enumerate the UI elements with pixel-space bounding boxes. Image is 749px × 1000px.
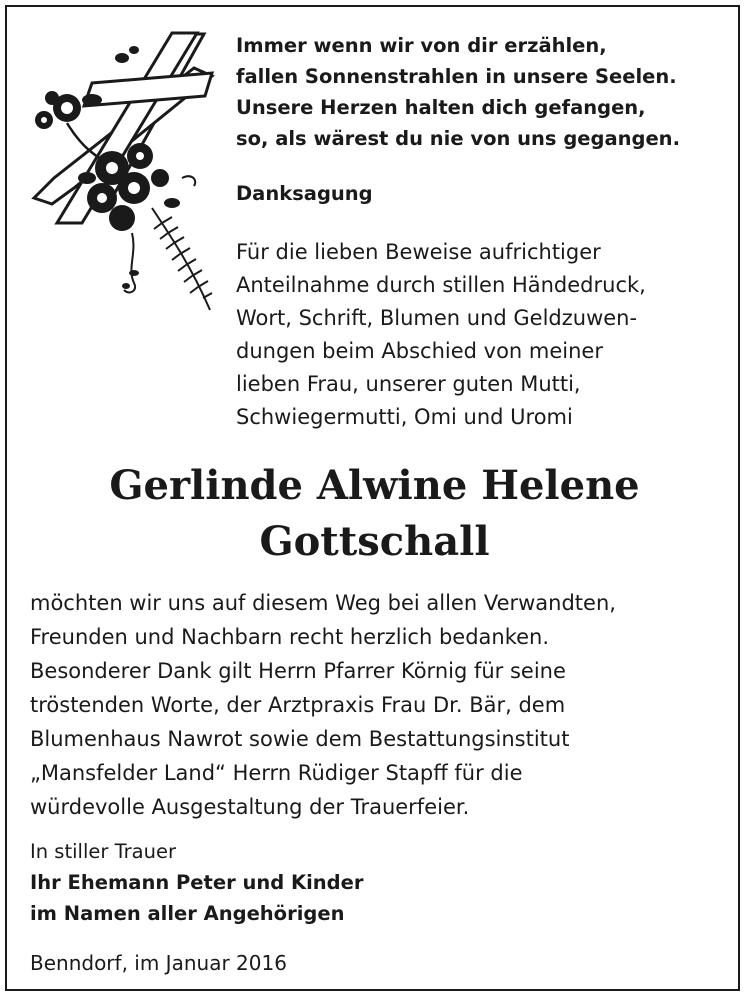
body-line: Besonderer Dank gilt Herrn Pfarrer Körnig für seine xyxy=(30,659,566,683)
intro-line: Schwiegermutti, Omi und Uromi xyxy=(236,405,573,429)
signature-block xyxy=(30,836,630,929)
body-line: möchten wir uns auf diesem Weg bei allen Verwandten, xyxy=(30,591,616,615)
intro-line: Wort, Schrift, Blumen und Geldzuwen- xyxy=(236,306,638,330)
body-line: Freunden und Nachbarn recht herzlich bedanken. xyxy=(30,625,550,649)
deceased-name xyxy=(0,458,749,570)
poem-line: Immer wenn wir von dir erzählen, xyxy=(236,34,607,57)
place-date: Benndorf, im Januar 2016 xyxy=(30,951,287,975)
cross-with-roses-icon xyxy=(22,28,222,318)
poem-line: fallen Sonnenstrahlen in unsere Seelen. xyxy=(236,65,677,88)
body-line: Blumenhaus Nawrot sowie dem Bestattungsinstitut xyxy=(30,727,570,751)
signature-line-mourning: In stiller Trauer xyxy=(30,840,176,863)
body-line: tröstenden Worte, der Arztpraxis Frau Dr. Bär, dem xyxy=(30,693,566,717)
signature-line-relatives: im Namen aller Angehörigen xyxy=(30,902,345,925)
poem-line: Unsere Herzen halten dich gefangen, xyxy=(236,96,646,119)
intro-line: lieben Frau, unserer guten Mutti, xyxy=(236,372,581,396)
danksagung-heading: Danksagung xyxy=(236,182,373,205)
intro-line: Für die lieben Beweise aufrichtiger xyxy=(236,240,601,264)
thanks-body xyxy=(30,586,730,824)
body-line: würdevolle Ausgestaltung der Trauerfeier. xyxy=(30,795,470,819)
danksagung-intro xyxy=(236,236,726,434)
memorial-poem xyxy=(236,30,716,154)
intro-line: dungen beim Abschied von meiner xyxy=(236,339,603,363)
deceased-name-line1: Gerlinde Alwine Helene xyxy=(109,462,640,509)
deceased-name-line2: Gottschall xyxy=(259,518,490,565)
body-line: „Mansfelder Land“ Herrn Rüdiger Stapff für die xyxy=(30,761,523,785)
intro-line: Anteilnahme durch stillen Händedruck, xyxy=(236,273,646,297)
signature-line-family: Ihr Ehemann Peter und Kinder xyxy=(30,871,364,894)
poem-line: so, als wärest du nie von uns gegangen. xyxy=(236,127,680,150)
